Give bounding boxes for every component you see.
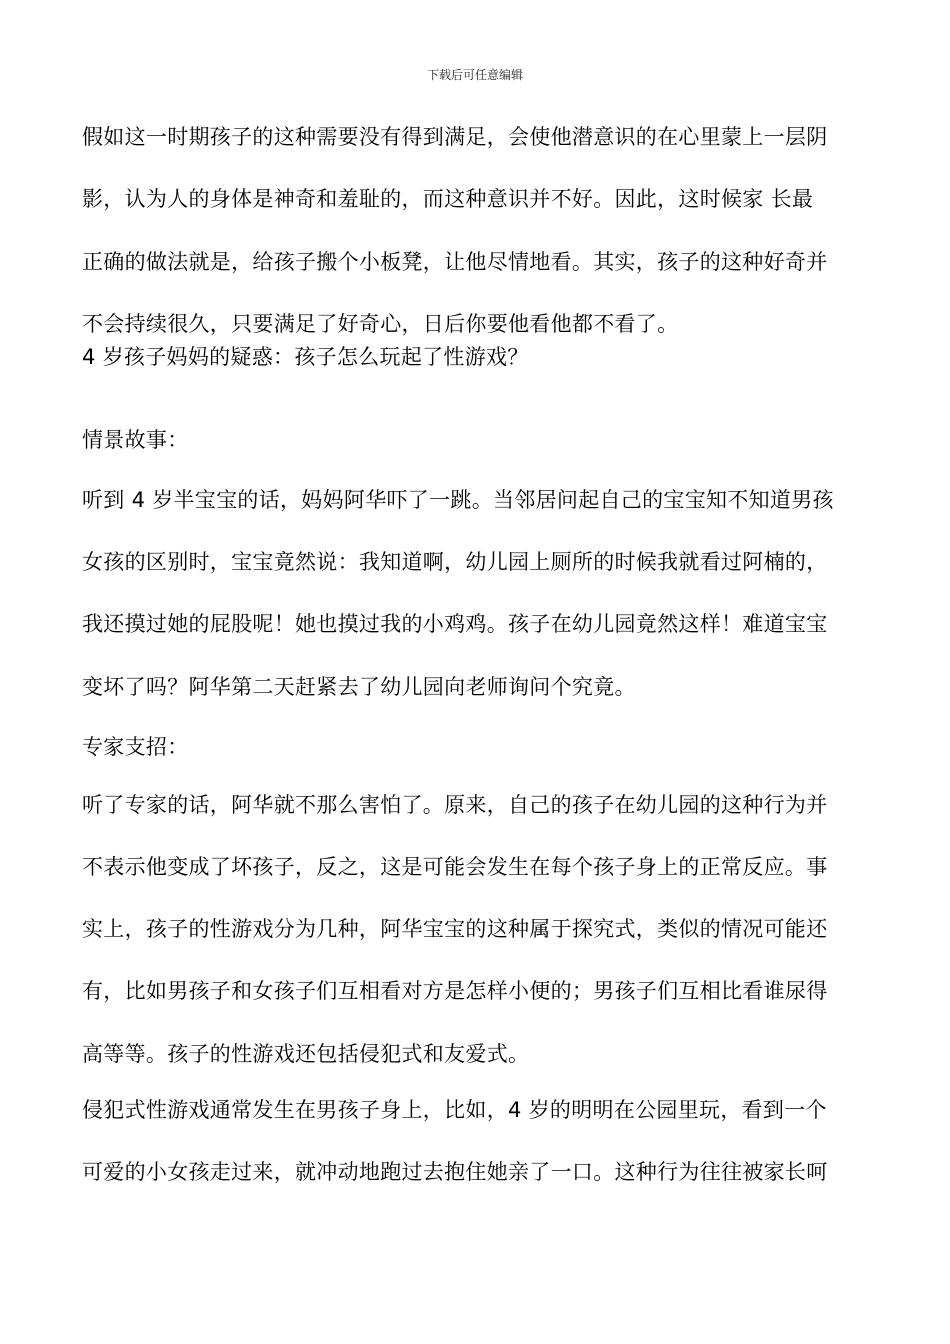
paragraph-line: 女孩的区别时，宝宝竟然说：我知道啊，幼儿园上厕所的时候我就看过阿楠的，	[82, 550, 828, 574]
paragraph-line: 不会持续很久，只要满足了好奇心，日后你要他看他都不看了。	[82, 312, 679, 336]
paragraph-line: 实上，孩子的性游戏分为几种，阿华宝宝的这种属于探究式，类似的情况可能还	[82, 917, 828, 941]
paragraph-line: 变坏了吗？阿华第二天赶紧去了幼儿园向老师询问个究竟。	[82, 675, 636, 699]
paragraph-line: 侵犯式性游戏通常发生在男孩子身上，比如，4 岁的明明在公园里玩，看到一个	[82, 1098, 827, 1122]
section-heading: 专家支招：	[82, 735, 189, 759]
paragraph-line: 不表示他变成了坏孩子，反之，这是可能会发生在每个孩子身上的正常反应。事	[82, 855, 828, 879]
section-heading: 情景故事：	[82, 428, 189, 452]
paragraph-line: 听了专家的话，阿华就不那么害怕了。原来，自己的孩子在幼儿园的这种行为并	[82, 793, 828, 817]
section-heading: 4 岁孩子妈妈的疑惑：孩子怎么玩起了性游戏？	[82, 345, 529, 369]
paragraph-line: 听到 4 岁半宝宝的话，妈妈阿华吓了一跳。当邻居问起自己的宝宝知不知道男孩	[82, 488, 834, 512]
paragraph-line: 有，比如男孩子和女孩子们互相看对方是怎样小便的；男孩子们互相比看谁尿得	[82, 979, 828, 1003]
paragraph-line: 影，认为人的身体是神奇和羞耻的，而这种意识并不好。因此，这时候家 长最	[82, 187, 814, 211]
paragraph-line: 假如这一时期孩子的这种需要没有得到满足，会使他潜意识的在心里蒙上一层阴	[82, 125, 828, 149]
paragraph-line: 高等等。孩子的性游戏还包括侵犯式和友爱式。	[82, 1042, 530, 1066]
header-note: 下载后可任意编辑	[426, 68, 523, 82]
paragraph-line: 正确的做法就是，给孩子搬个小板凳，让他尽情地看。其实，孩子的这种好奇并	[82, 250, 828, 274]
paragraph-line: 可爱的小女孩走过来，就冲动地跑过去抱住她亲了一口。这种行为往往被家长呵	[82, 1160, 828, 1184]
paragraph-line: 我还摸过她的屁股呢！她也摸过我的小鸡鸡。孩子在幼儿园竟然这样！难道宝宝	[82, 612, 828, 636]
